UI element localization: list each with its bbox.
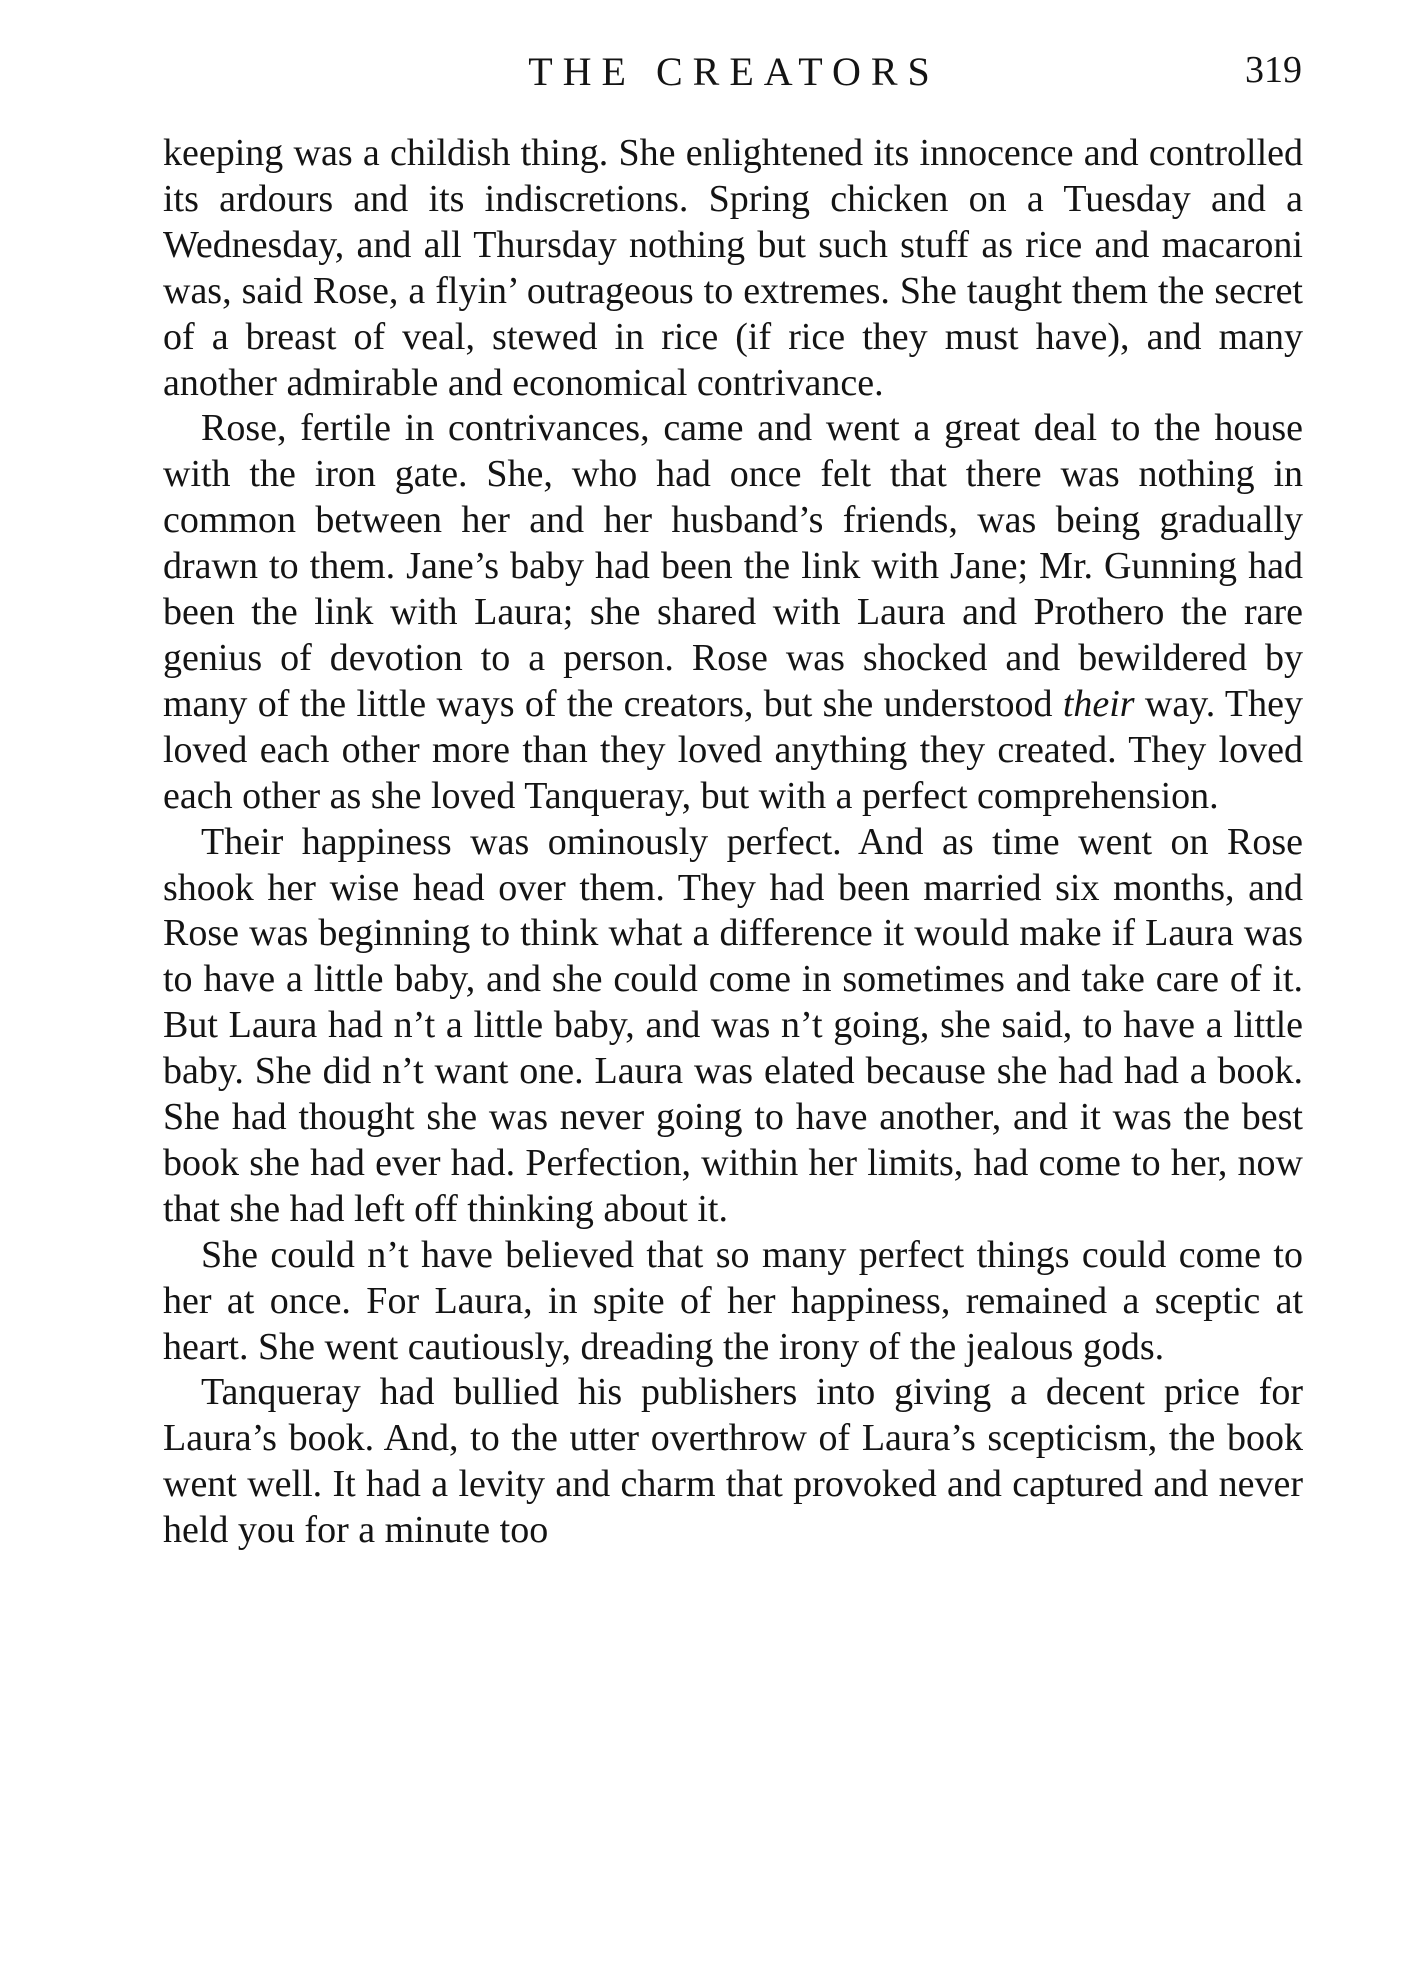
body-text (163, 131, 1303, 1554)
paragraph-2-text-before: Rose, fertile in contrivances, came and went a great deal to the house with the iron gate. She, who had once felt that there was nothing in common between her and her husband’s friends, was being gradually drawn to them. Jane’s baby had been the link with Jane; Mr. Gunning had been the link with Laura; she shared with Laura and Prothero the rare genius of devotion to a person. Rose was shocked and bewildered by many of the little ways of the creators, but she understood (163, 407, 1303, 725)
paragraph-5: Tanqueray had bullied his publishers into giving a decent price for Laura’s book. And, to the utter overthrow of Laura’s scepticism, the book went well. It had a levity and charm that provoked and captured and never held you for a minute too (163, 1371, 1303, 1552)
paragraph-1: keeping was a childish thing. She enlightened its innocence and controlled its ardours and its indiscretions. Spring chicken on a Tuesday and a Wednesday, and all Thursday nothing but such stuff as rice and macaroni was, said Rose, a flyin’ outrageous to extremes. She taught them the secret of a breast of veal, stewed in rice (if rice they must have), and many another admirable and economical contrivance. (163, 132, 1303, 404)
page-header (166, 48, 1302, 98)
paragraph-2 (163, 406, 1303, 819)
running-title: THE CREATORS (528, 49, 940, 94)
paragraph-4: She could n’t have believed that so many perfect things could come to her at once. For Laura, in spite of her happiness, remained a sceptic at heart. She went cautiously, dreading the irony of the jealous gods. (163, 1233, 1303, 1368)
paragraph-2-text-after: way. They loved each other more than they loved anything they created. They loved each other as she loved Tanqueray, but with a perfect comprehension. (163, 682, 1303, 817)
page-number: 319 (1245, 49, 1302, 91)
paragraph-3: Their happiness was ominously perfect. And as time went on Rose shook her wise head over them. They had been married six months, and Rose was beginning to think what a difference it would make if Laura was to have a little baby, and she could come in sometimes and take care of it. But Laura had n’t a little baby, and was n’t going, she said, to have a little baby. She did n’t want one. Laura was elated because she had had a book. She had thought she was never going to have another, and it was the best book she had ever had. Perfection, within her limits, had come to her, now that she had left off thinking about it. (163, 820, 1303, 1230)
paragraph-2-emphasis: their (1062, 682, 1135, 725)
